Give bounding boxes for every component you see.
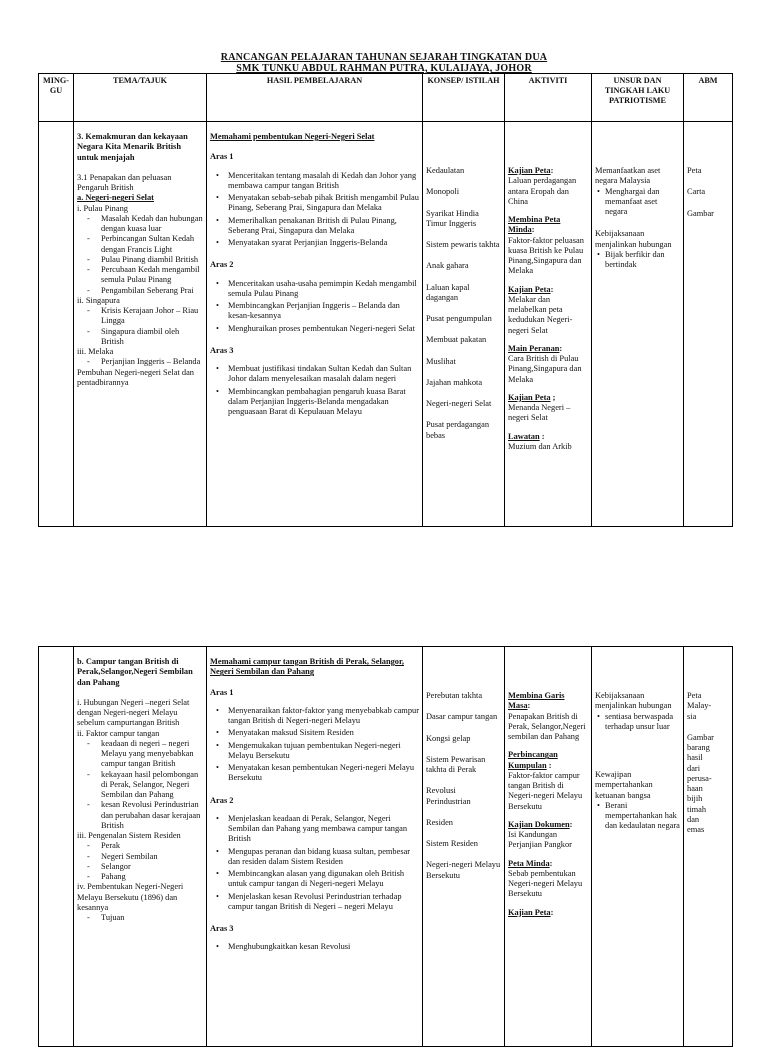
- aktiviti-item: Membina Garis Masa: Penapakan British di Perak, Selangor,Negeri sembilan dan Pahang: [508, 691, 586, 741]
- header-row: [39, 74, 733, 122]
- aktiviti-item: Membina Peta Minda: Faktor-faktor peluasan kuasa British ke Pulau Pinang,Singapura dan Melaka: [508, 215, 584, 276]
- aktiviti-text: Muzium dan Arkib: [508, 441, 572, 451]
- aktiviti-text: Faktor-faktor campur tangan British di Negeri-negeri Melayu Bersekutu: [508, 770, 583, 811]
- list-item: - Pulau Pinang diambil British: [77, 255, 203, 265]
- content-row: [39, 122, 733, 527]
- list-item: • Membuat justifikasi tindakan Sultan Kedah dan Sultan Johor dalam menyelesaikan masalah dalam negeri: [210, 364, 419, 385]
- tema-pulau-pinang: i. Pulau Pinang: [77, 203, 128, 213]
- tema-heading: b. Campur tangan British di Perak,Selangor,Negeri Sembilan dan Pahang: [77, 657, 193, 687]
- konsep-item: Dasar campur tangan: [426, 712, 498, 722]
- list-item: • Membincangkan Perjanjian Inggeris – Belanda dan kesan-kesannya: [210, 301, 419, 322]
- list-item: - keadaan di negeri – negeri Melayu yang menyebabkan campur tangan British: [77, 739, 203, 770]
- list-item: • Menyatakan kesan pembentukan Negeri-negeri Melayu Bersekutu: [210, 763, 419, 784]
- aktiviti-cell: [505, 647, 592, 1047]
- list-item: - Singapura diambil oleh British: [77, 327, 203, 348]
- abm-cell: [684, 647, 733, 1047]
- school-name: SMK TUNKU ABDUL RAHMAN PUTRA, KULAIJAYA, JOHOR: [236, 63, 532, 74]
- header-abm: ABM: [684, 74, 733, 122]
- konsep-item: Kedaulatan: [426, 166, 465, 175]
- konsep-item: Anak gahara: [426, 261, 469, 271]
- list-item: • Menjelaskan kesan Revolusi Perindustrian terhadap campur tangan British di Negeri – negeri Melayu: [210, 892, 419, 913]
- unsur-text: Memanfaatkan aset negara Malaysia: [595, 166, 661, 186]
- aktiviti-label: Kajian Peta: [508, 907, 551, 917]
- aktiviti-item: Kajian Peta: Melakar dan melabelkan peta kedudukan Negeri-negeri Selat: [508, 284, 573, 335]
- list-item: - Masalah Kedah dan hubungan dengan kuasa luar: [77, 214, 203, 235]
- list-item: • Menghargai dan memanfaat aset negara: [595, 187, 680, 218]
- list-item: - Pengambilan Seberang Prai: [77, 286, 203, 296]
- aktiviti-text: Cara British di Pulau Pinang,Singapura dan Melaka: [508, 354, 582, 384]
- konsep-item: Kongsi gelap: [426, 733, 471, 743]
- unsur-text: Kewajipan mempertahankan ketuanan bangsa: [595, 770, 653, 800]
- header-aktiviti: AKTIVITI: [505, 74, 592, 122]
- aktiviti-item: Peta Minda: Sebab pembentukan Negeri-negeri Melayu Bersekutu: [508, 858, 583, 899]
- hasil-heading: Memahami pembentukan Negeri-Negeri Selat: [210, 132, 375, 141]
- list-item: • Menyatakan maksud Sisitem Residen: [210, 728, 419, 738]
- lesson-plan-table-2: [38, 646, 733, 1047]
- aktiviti-label: Lawatan: [508, 431, 540, 441]
- tema-a: a. Negeri-negeri Selat: [77, 193, 154, 203]
- list-item: - Selangor: [77, 862, 203, 872]
- konsep-cell: [423, 122, 505, 527]
- hasil-cell: [207, 647, 423, 1047]
- hasil-heading: Memahami campur tangan British di Perak, Selangor, Negeri Sembilan dan Pahang: [210, 657, 405, 677]
- aktiviti-text: Penapakan British di Perak, Selangor,Negeri sembilan dan Pahang: [508, 711, 586, 741]
- header-konsep: KONSEP/ ISTILAH: [423, 74, 505, 122]
- konsep-item: Perebutan takhta: [426, 691, 483, 700]
- aras-1-label: Aras 1: [210, 687, 234, 697]
- konsep-item: Sistem Pewarisan takhta di Perak: [426, 754, 486, 774]
- list-item: • Menyatakan sebab-sebab pihak British mengambil Pulau Pinang, Seberang Prai, Singapura dan Melaka: [210, 193, 419, 214]
- tema-cell: [74, 647, 207, 1047]
- list-item: - Tujuan: [77, 913, 203, 923]
- aktiviti-item: Kajian Peta ; Menanda Negeri – negeri Selat: [508, 392, 571, 423]
- header-hasil: HASIL PEMBELAJARAN: [207, 74, 423, 122]
- aktiviti-text: Menanda Negeri – negeri Selat: [508, 403, 571, 423]
- list-item: • Menghubungkaitkan kesan Revolusi: [210, 942, 419, 952]
- aktiviti-label: Kajian Peta: [508, 284, 551, 294]
- konsep-item: Laluan kapal dagangan: [426, 282, 470, 302]
- list-item: • Mengupas peranan dan bidang kuasa sultan, pembesar dan residen dalam Sistem Residen: [210, 847, 419, 868]
- tema-faktor: ii. Faktor campur tangan: [77, 728, 160, 738]
- konsep-item: Syarikat Hindia Timur Inggeris: [426, 208, 479, 228]
- konsep-item: Membuat pakatan: [426, 335, 487, 345]
- aras-2-label: Aras 2: [210, 260, 234, 270]
- konsep-item: Negeri-negeri Melayu Bersekutu: [426, 860, 501, 880]
- aktiviti-label: Kajian Peta: [508, 392, 551, 402]
- aktiviti-label: Peta Minda: [508, 858, 550, 868]
- konsep-cell: [423, 647, 505, 1047]
- minggu-cell: [39, 122, 74, 527]
- aktiviti-label: Membina Garis Masa: [508, 691, 565, 711]
- aras-2-label: Aras 2: [210, 795, 234, 805]
- list-item: • Menceritakan tentang masalah di Kedah dan Johor yang membawa campur tangan British: [210, 171, 419, 192]
- list-item: • Menyatakan syarat Perjanjian Inggeris-Belanda: [210, 238, 419, 248]
- document-title: RANCANGAN PELAJARAN TAHUNAN SEJARAH TINGKATAN DUA: [220, 52, 548, 63]
- aktiviti-text: Sebab pembentukan Negeri-negeri Melayu Bersekutu: [508, 868, 583, 899]
- tema-sub: 3.1 Penapakan dan peluasan Pengaruh British: [77, 172, 172, 192]
- konsep-item: Pusat pengumpulan: [426, 314, 492, 323]
- list-item: • Mengemukakan tujuan pembentukan Negeri-negeri Melayu Bersekutu: [210, 741, 419, 762]
- aktiviti-item: Main Peranan: Cara British di Pulau Pinang,Singapura dan Melaka: [508, 343, 582, 384]
- aras-1-label: Aras 1: [210, 152, 234, 162]
- aktiviti-cell: [505, 122, 592, 527]
- aktiviti-label: Kajian Dokumen: [508, 819, 570, 829]
- aktiviti-item: Perbincangan Kumpulan : Faktor-faktor campur tangan British di Negeri-negeri Melayu Bersekutu: [508, 750, 583, 811]
- list-item: • sentiasa berwaspada terhadap unsur luar: [595, 712, 680, 733]
- list-item: • Berani mempertahankan hak dan kedaulatan negara: [595, 801, 680, 832]
- list-item: - Negeri Sembilan: [77, 852, 203, 862]
- tema-heading: 3. Kemakmuran dan kekayaan Negara Kita Menarik British untuk menjajah: [77, 132, 188, 162]
- tema-singapura: ii. Singapura: [77, 295, 120, 305]
- tema-melaka: iii. Melaka: [77, 347, 114, 356]
- list-item: - Perak: [77, 841, 203, 851]
- konsep-item: Sistem pewaris takhta: [426, 240, 500, 249]
- aktiviti-text: Melakar dan melabelkan peta kedudukan Negeri-negeri Selat: [508, 294, 573, 335]
- unsur-cell: [592, 122, 684, 527]
- header-unsur: UNSUR DAN TINGKAH LAKU PATRIOTISME: [592, 74, 684, 122]
- list-item: • Membincangkan alasan yang digunakan oleh British untuk campur tangan di Negeri-negeri Melayu: [210, 869, 419, 890]
- konsep-item: Sistem Residen: [426, 839, 478, 848]
- list-item: • Membincangkan pembahagian pengaruh kuasa Barat dalam Perjanjian Inggeris-Belanda mengadakan penguasaan Barat di Kepulauan Melayu: [210, 387, 419, 418]
- aktiviti-item: Kajian Dokumen: Isi Kandungan Perjanjian Pangkor: [508, 819, 573, 850]
- abm-item: Peta Malay-sia: [687, 691, 712, 721]
- aktiviti-label: Kajian Peta: [508, 166, 551, 175]
- abm-item: Gambar: [687, 208, 714, 218]
- hasil-cell: [207, 122, 423, 527]
- aras-3-label: Aras 3: [210, 924, 234, 933]
- list-item: • Menjelaskan keadaan di Perak, Selangor, Negeri Sembilan dan Pahang yang membawa campur tangan British: [210, 814, 419, 845]
- minggu-cell: [39, 647, 74, 1047]
- unsur-text: Kebijaksanaan menjalinkan hubungan: [595, 691, 672, 711]
- list-item: - kekayaan hasil pelombongan di Perak, Selangor, Negeri Sembilan dan Pahang: [77, 770, 203, 801]
- aktiviti-text: Faktor-faktor peluasan kuasa British ke Pulau Pinang,Singapura dan Melaka: [508, 235, 584, 276]
- tema-penutup: Pembuhan Negeri-negeri Selat dan pentadbirannya: [77, 367, 194, 387]
- list-item: • Memerihalkan penakanan British di Pulau Pinang, Seberang Prai, Singapura dan Melaka: [210, 216, 419, 237]
- header-minggu: MING-GU: [39, 74, 74, 122]
- aktiviti-text: Laluan perdagangan antara Eropah dan China: [508, 176, 577, 206]
- aktiviti-text: Isi Kandungan Perjanjian Pangkor: [508, 830, 572, 850]
- lesson-plan-table-1: [38, 73, 733, 527]
- aktiviti-item: Kajian Peta:: [508, 907, 554, 917]
- konsep-item: Monopoli: [426, 187, 460, 197]
- konsep-item: Pusat perdagangan bebas: [426, 420, 490, 440]
- tema-pembentukan: iv. Pembentukan Negeri-Negeri Melayu Bersekutu (1896) dan kesannya: [77, 882, 184, 912]
- unsur-cell: [592, 647, 684, 1047]
- konsep-item: Revolusi Perindustrian: [426, 786, 471, 806]
- content-row: [39, 647, 733, 1047]
- abm-item: Gambar barang hasil dari perusa-haan bijih timah dan emas: [687, 732, 714, 834]
- header-tema: TEMA/TAJUK: [74, 74, 207, 122]
- aktiviti-item: Kajian Peta: Laluan perdagangan antara Eropah dan China: [508, 166, 577, 206]
- aras-3-label: Aras 3: [210, 345, 234, 355]
- list-item: - kesan Revolusi Perindustrian dan perubahan dasar kerajaan British: [77, 800, 203, 831]
- abm-item: Peta: [687, 166, 702, 175]
- list-item: - Pahang: [77, 872, 203, 882]
- list-item: • Menghuraikan proses pembentukan Negeri-negeri Selat: [210, 324, 419, 334]
- konsep-item: Residen: [426, 817, 453, 827]
- aktiviti-label: Perbincangan Kumpulan: [508, 750, 558, 770]
- konsep-item: Jajahan mahkota: [426, 377, 483, 387]
- tema-cell: [74, 122, 207, 527]
- konsep-item: Negeri-negeri Selat: [426, 399, 492, 408]
- list-item: • Menyenaraikan faktor-faktor yang menyebabkab campur tangan British di Negeri-negeri Melayu: [210, 706, 419, 727]
- abm-cell: [684, 122, 733, 527]
- aktiviti-label: Main Peranan: [508, 343, 560, 353]
- unsur-text: Kebijaksanaan menjalinkan hubungan: [595, 229, 672, 249]
- list-item: • Bijak berfikir dan bertindak: [595, 250, 680, 271]
- list-item: - Krisis Kerajaan Johor – Riau Lingga: [77, 306, 203, 327]
- list-item: - Percubaan Kedah mengambil semula Pulau Pinang: [77, 265, 203, 286]
- aktiviti-label: Membina Peta Minda: [508, 215, 561, 235]
- list-item: • Menceritakan usaha-usaha pemimpin Kedah mengambil semula Pulau Pinang: [210, 279, 419, 300]
- aktiviti-item: Lawatan : Muzium dan Arkib: [508, 431, 572, 451]
- abm-item: Carta: [687, 187, 706, 197]
- tema-hubungan: i. Hubungan Negeri –negeri Selat dengan Negeri-negeri Melayu sebelum campurtangan British: [77, 697, 190, 728]
- konsep-item: Muslihat: [426, 356, 456, 366]
- list-item: - Perbincangan Sultan Kedah dengan Francis Light: [77, 234, 203, 255]
- list-item: - Perjanjian Inggeris – Belanda: [77, 357, 203, 367]
- tema-pengenalan: iii. Pengenalan Sistem Residen: [77, 831, 181, 840]
